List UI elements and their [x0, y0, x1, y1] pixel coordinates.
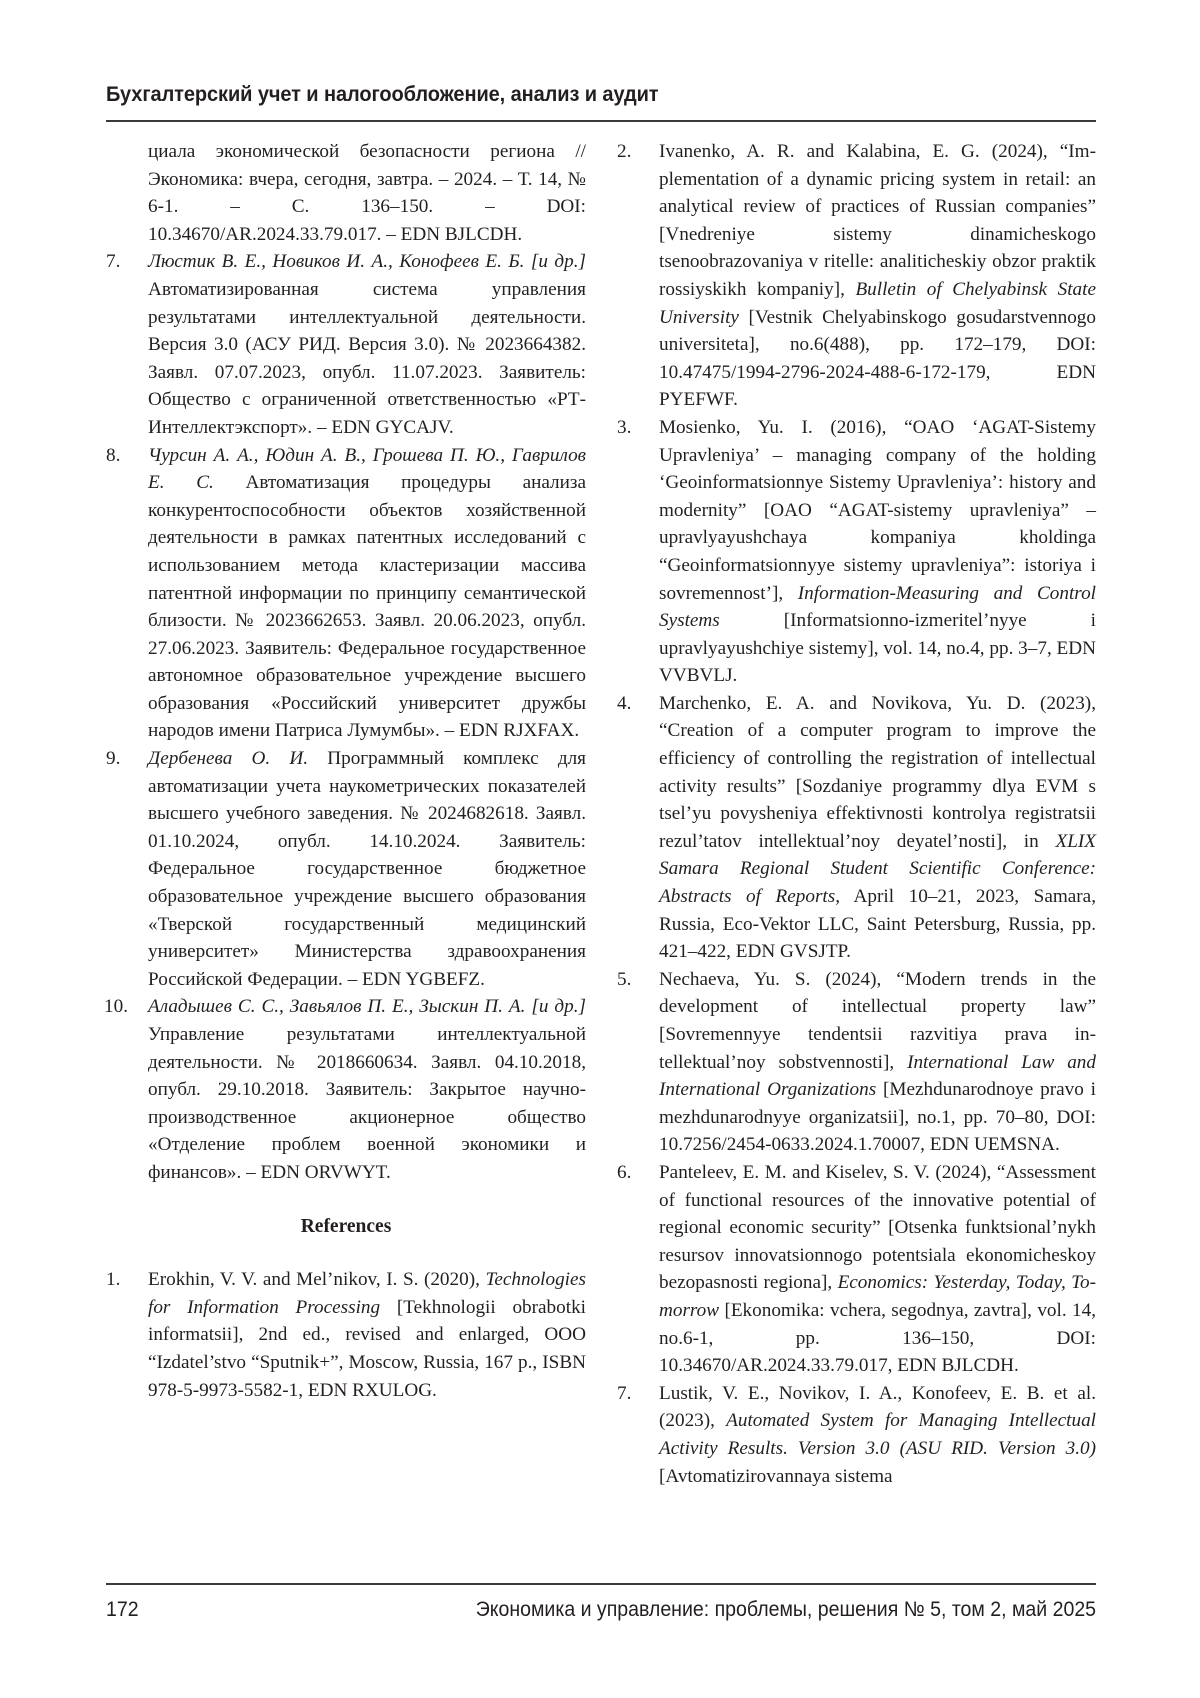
list-item: [106, 442, 586, 746]
list-item: [617, 414, 1096, 690]
reference-authors: Люстик В. Е., Новиков И. А., Конофеев Е. Б. [и др.]: [148, 251, 586, 273]
reference-authors: Аладышев С. С., Завьялов П. Е., Зыскин П. А. [и др.]: [148, 996, 586, 1018]
reference-authors: Дербенева О. И.: [148, 748, 309, 770]
list-item: [617, 1380, 1096, 1490]
list-item: [106, 745, 586, 993]
reference-number: 2.: [617, 141, 632, 162]
references-heading: References: [300, 1215, 392, 1237]
list-item: [617, 138, 1096, 414]
reference-text: [Avtomatizirovannaya sistema: [659, 1465, 893, 1487]
page-number: 172: [106, 1598, 139, 1621]
reference-text: [Vestnik Chelyabinskogo gosudarstvennogo universiteta], no.6(488), pp. 172–179, DOI: 10.47475/1994-2796-2024-488-6-172-179, EDN PYEFWF.: [659, 306, 1096, 411]
list-item: [106, 993, 586, 1186]
list-item: [617, 1159, 1096, 1380]
reference-text: Ivanenko, A. R. and Kalabina, E. G. (2024), “Implementation of a dynamic pricing system in retail: an analytical review of practices of Russian companies” [Vnedreniye sistemy dinamicheskogo tsenoobrazovaniya v ritelle: analiticheskiy obzor praktik rossiyskikh kompaniy],: [659, 141, 1096, 300]
reference-title: Bulletin of Chelyabinsk State University: [659, 278, 1096, 328]
reference-title: Automated System for Managing Intellectual Activity Results. Version 3.0 (ASU RID. Version 3.0): [659, 1410, 1096, 1459]
reference-number: 6.: [617, 1161, 632, 1183]
footer-rule: [106, 1583, 1096, 1585]
journal-footer: Экономика и управление: проблемы, решения № 5, том 2, май 2025: [475, 1598, 1096, 1621]
reference-number: 9.: [106, 748, 121, 770]
list-item: [106, 1266, 586, 1404]
right-column: [617, 138, 1096, 1490]
reference-text: Управление результатами интеллектуальной деятельности. № 2018660634. Заявл. 04.10.2018, опубл. 29.10.2018. Заявитель: Закрытое научно-производственное акционерное общество «Отделение проблем военной экономики и финансов». – EDN ORVWYT.: [148, 1024, 586, 1183]
reference-text: Автоматизация процедуры анализа конкурентоспособности объектов хозяйственной деятельности в рамках патентных исследований с использованием метода кластеризации массива патентной информации по принципу семантической близости. № 2023662653. Заявл. 20.06.2023, опубл. 27.06.2023. Заявитель: Федеральное государственное автономное образовательное учреждение высшего образования «Российский университет дружбы народов имени Патриса Лумумбы». – EDN RJXFAX.: [148, 472, 586, 742]
reference-text: [Ekonomika: vchera, segodnya, zavtra], vol. 14, no.6-1, pp. 136–150, DOI: 10.34670/AR.2024.33.79.017, EDN BJLCDH.: [659, 1299, 1096, 1377]
reference-text: Программный комплекс для автоматизации учета наукометрических показателей высшего учебного заведения. № 2024682618. Заявл. 01.10.2024, опубл. 14.10.2024. Заявитель: Федеральное государственное бюджетное образовательное учреждение высшего образования «Тверской государственный медицинский университет» Министерства здравоохранения Российской Федерации. – EDN YGBEFZ.: [148, 748, 586, 990]
reference-authors: Чурсин А. А., Юдин А. В., Грошева П. Ю., Гаврилов Е. С.: [148, 444, 586, 494]
reference-text: [Mezhdunarodnoye pravo i mezhdunarodnyye organizatsii], no.1, pp. 70–80, DOI: 10.7256/2454-0633.2024.1.70007, EDN UEMSNA.: [659, 1079, 1096, 1156]
reference-number: 4.: [617, 692, 632, 714]
reference-title: XLIX Samara Regional Student Scientific Conference: Abstracts of Reports,: [659, 830, 1096, 908]
reference-number: 10.: [104, 996, 128, 1018]
reference-number: 8.: [106, 444, 121, 466]
reference-number: 3.: [617, 416, 632, 438]
header-rule: [106, 120, 1096, 122]
reference-title: Technologies for Information Processing: [148, 1269, 586, 1318]
reference-text: [Tekhnologii obrabotki informatsii], 2nd ed., revised and enlarged, OOO “Izdatel’stvo “Sputnik+”, Moscow, Russia, 167 p., ISBN 978-5-9973-5582-1, EDN RXULOG.: [148, 1296, 586, 1401]
reference-number: 5.: [617, 968, 632, 990]
list-item: [106, 248, 586, 441]
running-title: Бухгалтерский учет и налогообложение, анализ и аудит: [106, 82, 659, 106]
reference-text: Автоматизированная система управления результатами интеллектуальной деятельности. Версия 3.0 (АСУ РИД. Версия 3.0). № 2023664382. Заявл. 07.07.2023, опубл. 11.07.2023. Заявитель: Общество с ограниченной ответственностью «РТ-Интеллектэкспорт». – EDN GYCAJV.: [148, 278, 586, 438]
reference-text: Nechaeva, Yu. S. (2024), “Modern trends in the development of intellectual property law” [Sovremennyye tendentsii razvitiya prava intellektual’noy sobstvennosti],: [659, 968, 1096, 1073]
reference-number: 7.: [617, 1382, 632, 1404]
reference-text: April 10–21, 2023, Samara, Russia, Eco-Vektor LLC, Saint Petersburg, Russia, pp. 421–422, EDN GVSJTP.: [659, 886, 1096, 963]
reference-text: Lustik, V. E., Novikov, I. A., Konofeev, E. B. et al. (2023),: [659, 1382, 1096, 1432]
list-item: [617, 966, 1096, 1159]
reference-text: Panteleev, E. M. and Kiselev, S. V. (2024), “Assessment of functional resources of the innovative potential of regional economic security” [Otsenka funktsional’nykh resursov innovatsionnogo potentsiala ekonomicheskoy bezopasnosti regiona],: [659, 1161, 1096, 1294]
reference-text: Erokhin, V. V. and Mel’nikov, I. S. (2020),: [148, 1269, 486, 1291]
reference-title: Economics: Yesterday, Today, Tomorrow: [659, 1272, 1096, 1321]
left-column: [106, 138, 586, 1404]
reference-number: 7.: [106, 251, 121, 273]
reference-title: Information-Measuring and Control Systems: [659, 582, 1096, 632]
reference-text: Mosienko, Yu. I. (2016), “OAO ‘AGAT-Sistemy Upravleniya’ – managing company of the holding ‘Geoinformatsionnye Sistemy Upravleniya’: history and modernity” [OAO “AGAT-sistemy upravleniya” – upravlyayushchaya kompaniya kholdinga “Geoinformatsionnyye sistemy upravleniya”: istoriya i sovremennost’],: [659, 416, 1096, 604]
reference-title: International Law and International Organizations: [659, 1051, 1096, 1101]
list-item: [617, 690, 1096, 966]
reference-continuation: [106, 138, 586, 248]
reference-number: 1.: [106, 1269, 121, 1291]
reference-text: Marchenko, E. A. and Novikova, Yu. D. (2023), “Creation of a computer program to improve the efficiency of controlling the registration of intellectual activity results” [Sozdaniye programmy dlya EVM s tsel’yu povysheniya effektivnosti kontrolya registratsii rezul’tatov intellektual’noy deyatel’nosti], in: [659, 692, 1096, 852]
reference-text: циала экономической безопасности региона // Экономика: вчера, сегодня, завтра. – 2024. – Т. 14, № 6-1. – С. 136–150. – DOI: 10.34670/AR.2024.33.79.017. – EDN BJLCDH.: [148, 141, 586, 245]
reference-text: [Informatsionno-izmeritel’nyye i upravlyayushchiye sistemy], vol. 14, no.4, pp. 3–7, EDN VVBVLJ.: [659, 610, 1096, 687]
